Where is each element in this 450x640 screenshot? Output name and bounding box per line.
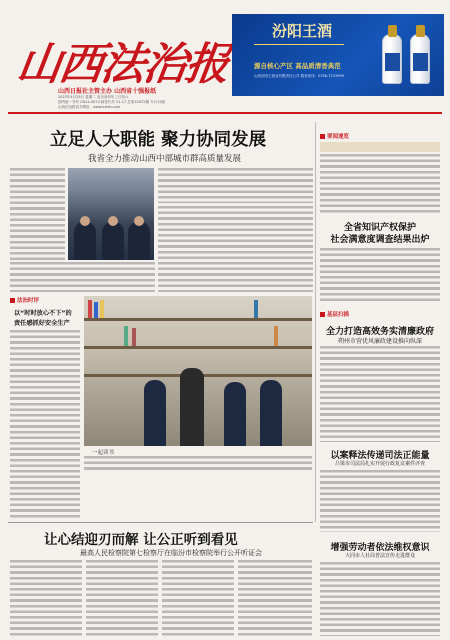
story-headline: 全力打造高效务实清廉政府 (325, 327, 434, 337)
story-headline: 全省知识产权保护 (343, 223, 416, 233)
column-divider (315, 122, 316, 522)
lead-subheadline: 我省全力推动山西中部城市群高质量发展 (88, 154, 242, 164)
info-line: 国内统一刊号 CN14-0074 邮发代号 21-17 总第10472期 今日12版 (58, 100, 166, 104)
advertisement-banner (232, 14, 444, 96)
article-text (320, 470, 440, 532)
section-header: 基层扫描 (320, 310, 349, 318)
article-text (320, 346, 440, 442)
info-line: 2023年4月25日 星期二 农历癸卯年三月初六 (58, 95, 129, 99)
article-text (86, 560, 158, 636)
photo-caption: 一起读书 (92, 450, 115, 456)
column-headline: 以“时时放心不下”的 (14, 310, 72, 317)
story-subheadline: 吕梁市司法局扎实开展行政复议案件评查 (334, 461, 425, 467)
right-sidebar (318, 124, 442, 442)
ad-company: 山西汾阳王酒业有限责任公司 服务热线：0358-7233999 (254, 74, 344, 78)
bottle-image (382, 34, 402, 84)
meeting-photo (68, 168, 154, 260)
bottom-subheadline: 最高人民检察院第七检察厅在临汾市检察院举行公开听证会 (80, 549, 262, 557)
masthead-rule (8, 112, 442, 114)
section-rule (8, 522, 313, 523)
masthead-title: 山西法治报 (13, 39, 231, 90)
bottle-image (410, 34, 430, 84)
info-line: 山西法治报官方网址：www.sxfzb.com (58, 105, 121, 109)
article-text (320, 154, 440, 214)
section-header: 要闻速览 (320, 132, 349, 140)
article-text (238, 560, 312, 636)
story-subheadline: 大同市人社局普法宣传走进群众 (344, 553, 415, 559)
story-headline: 以案释法传递司法正能量 (330, 451, 430, 461)
article-text (10, 168, 65, 260)
article-text (320, 562, 440, 636)
column-headline: 责任感抓好安全生产 (14, 320, 70, 327)
masthead-subtitle: 山西日报社主管主办 山西省十强报纸 (58, 88, 157, 95)
article-text (158, 206, 313, 292)
ad-slogan: 源自核心产区 高品质清香典范 (254, 62, 341, 70)
masthead-info (58, 95, 165, 110)
bottom-headline: 让心结迎刃而解 让公正听到看见 (44, 532, 238, 548)
story-headline: 社会满意度调查结果出炉 (330, 235, 430, 245)
ad-brand: 汾阳王酒 (272, 22, 333, 40)
section-header: 法治时评 (10, 296, 39, 304)
article-text (10, 560, 82, 636)
article-text (10, 330, 80, 520)
news-brief-box (320, 142, 440, 152)
caption-text (84, 456, 312, 470)
article-text (162, 560, 234, 636)
article-text (158, 168, 313, 203)
article-text (320, 248, 440, 304)
story-headline: 增强劳动者依法维权意识 (330, 543, 430, 553)
lead-headline: 立足人大职能 聚力协同发展 (50, 130, 267, 150)
story-subheadline: 朔州市营优风廉政建设推向纵深 (337, 338, 422, 345)
library-photo (84, 296, 312, 446)
ad-rule (254, 44, 344, 45)
article-text (10, 262, 155, 292)
